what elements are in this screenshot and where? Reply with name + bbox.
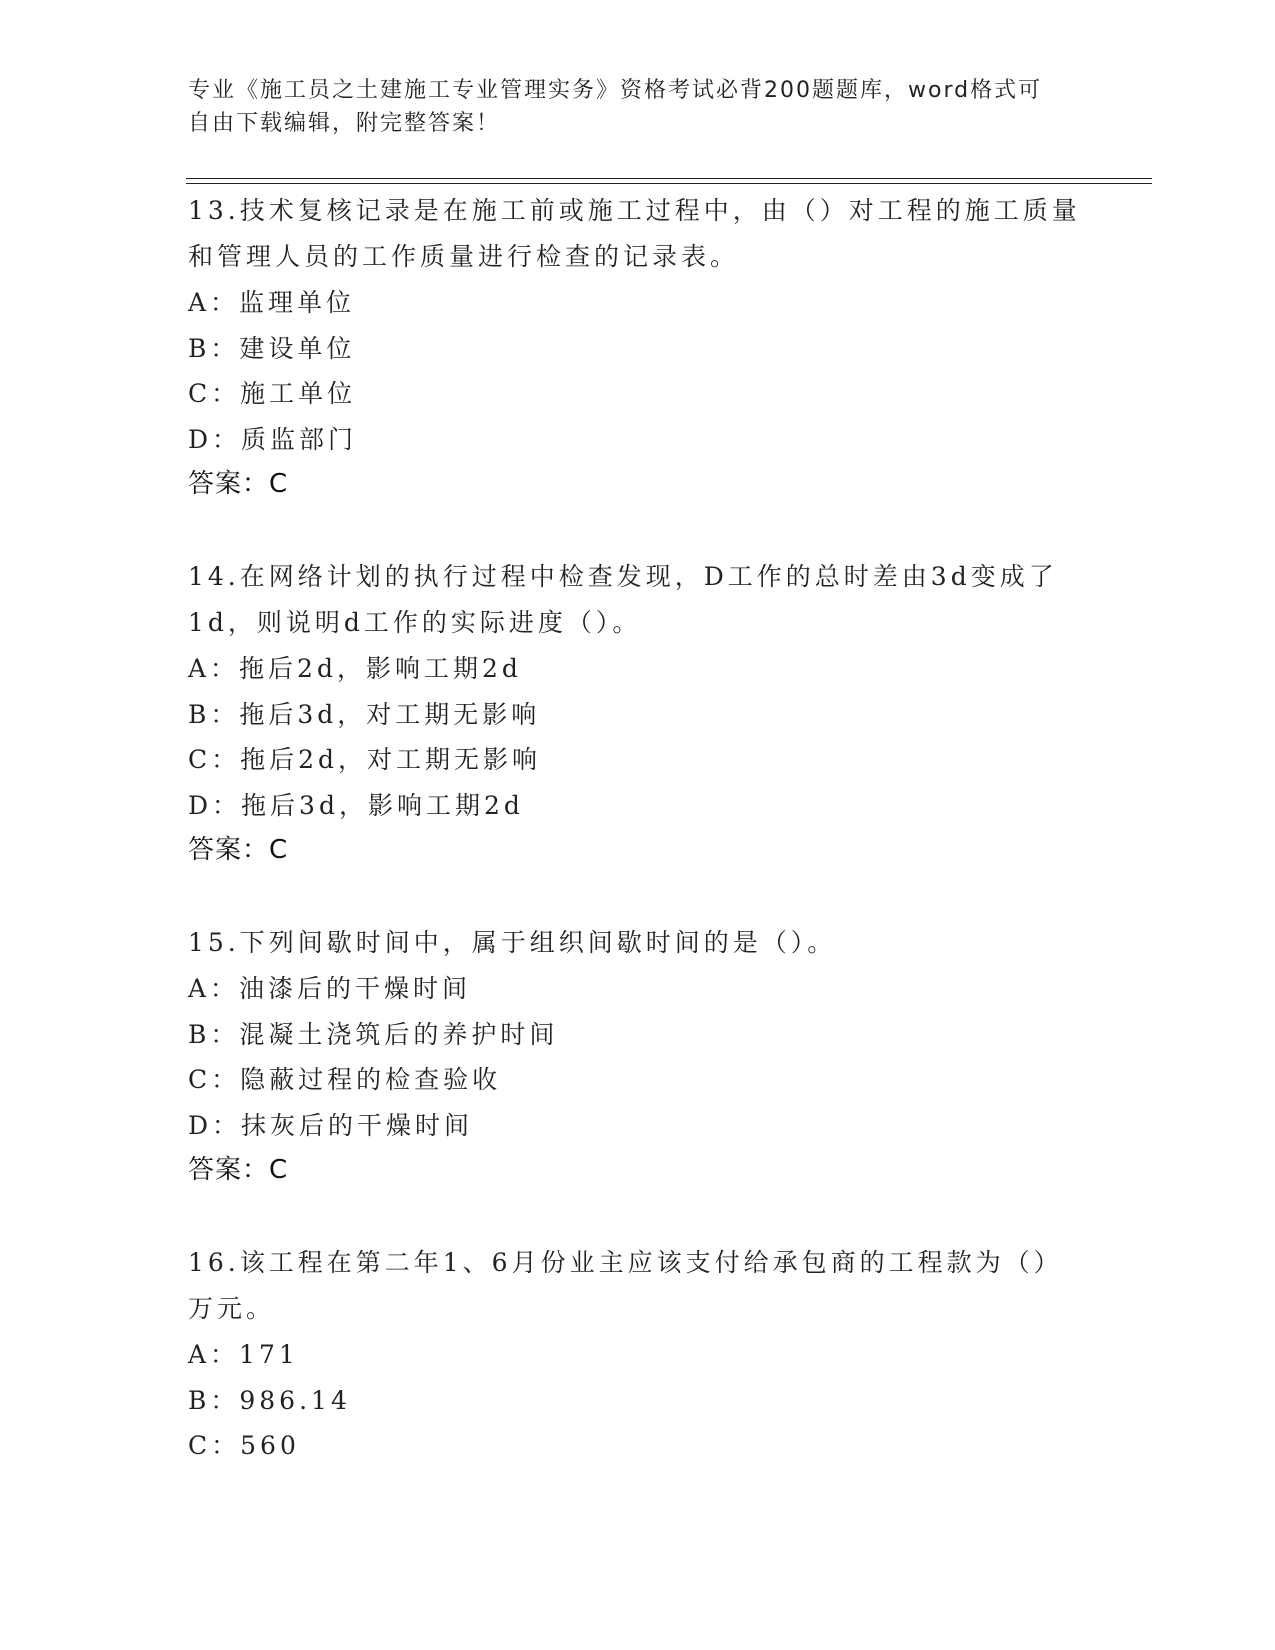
option-d: D：质监部门: [188, 424, 358, 454]
question-stem: [188, 554, 1108, 646]
option-c: C：560: [188, 1431, 300, 1460]
header-line-1: 专业《施工员之土建施工专业管理实务》资格考试必背200题题库，word格式可: [188, 78, 1043, 103]
option-c: C：隐蔽过程的检查验收: [188, 1065, 502, 1094]
question-14: [188, 554, 1108, 873]
option-d: D：抹灰后的干燥时间: [188, 1110, 474, 1140]
option-d: D：拖后3d，影响工期2d: [188, 790, 524, 820]
question-stem-line: 和管理人员的工作质量进行检查的记录表。: [188, 242, 740, 271]
option-a: A：监理单位: [188, 288, 356, 317]
question-stem-line: 13.技术复核记录是在施工前或施工过程中，由（）对工程的施工质量: [188, 196, 1081, 225]
question-stem-line: 万元。: [188, 1294, 276, 1323]
question-stem-line: 15.下列间歇时间中，属于组织间歇时间的是（）。: [188, 928, 837, 957]
header-divider-bottom: [186, 183, 1152, 184]
option-a: A：拖后2d，影响工期2d: [188, 654, 522, 683]
option-b: B：混凝土浇筑后的养护时间: [188, 1019, 559, 1049]
question-stem: [188, 188, 1108, 280]
option-b: B：拖后3d，对工期无影响: [188, 699, 541, 729]
question-stem-line: 1d，则说明d工作的实际进度（）。: [188, 608, 642, 637]
header-line-2: 自由下载编辑，附完整答案！: [188, 111, 501, 136]
option-c: C：施工单位: [188, 379, 357, 408]
question-13: [188, 188, 1108, 507]
answer-text: 答案：C: [188, 835, 289, 865]
question-stem: [188, 920, 1108, 966]
option-b: B：建设单位: [188, 333, 356, 363]
option-b: B：986.14: [188, 1385, 351, 1415]
question-list: [188, 188, 1108, 1516]
question-stem: [188, 1240, 1108, 1332]
question-16: [188, 1240, 1108, 1469]
answer-text: 答案：C: [188, 469, 289, 499]
question-15: [188, 920, 1108, 1193]
option-a: A：171: [188, 1340, 299, 1369]
option-c: C：拖后2d，对工期无影响: [188, 745, 542, 774]
answer-text: 答案：C: [188, 1155, 289, 1185]
question-stem-line: 16.该工程在第二年1、6月份业主应该支付给承包商的工程款为（）: [188, 1248, 1063, 1277]
header-divider-top: [186, 178, 1152, 179]
question-stem-line: 14.在网络计划的执行过程中检查发现，D工作的总时差由3d变成了: [188, 562, 1058, 591]
option-a: A：油漆后的干燥时间: [188, 974, 472, 1003]
document-header: [188, 74, 1088, 140]
